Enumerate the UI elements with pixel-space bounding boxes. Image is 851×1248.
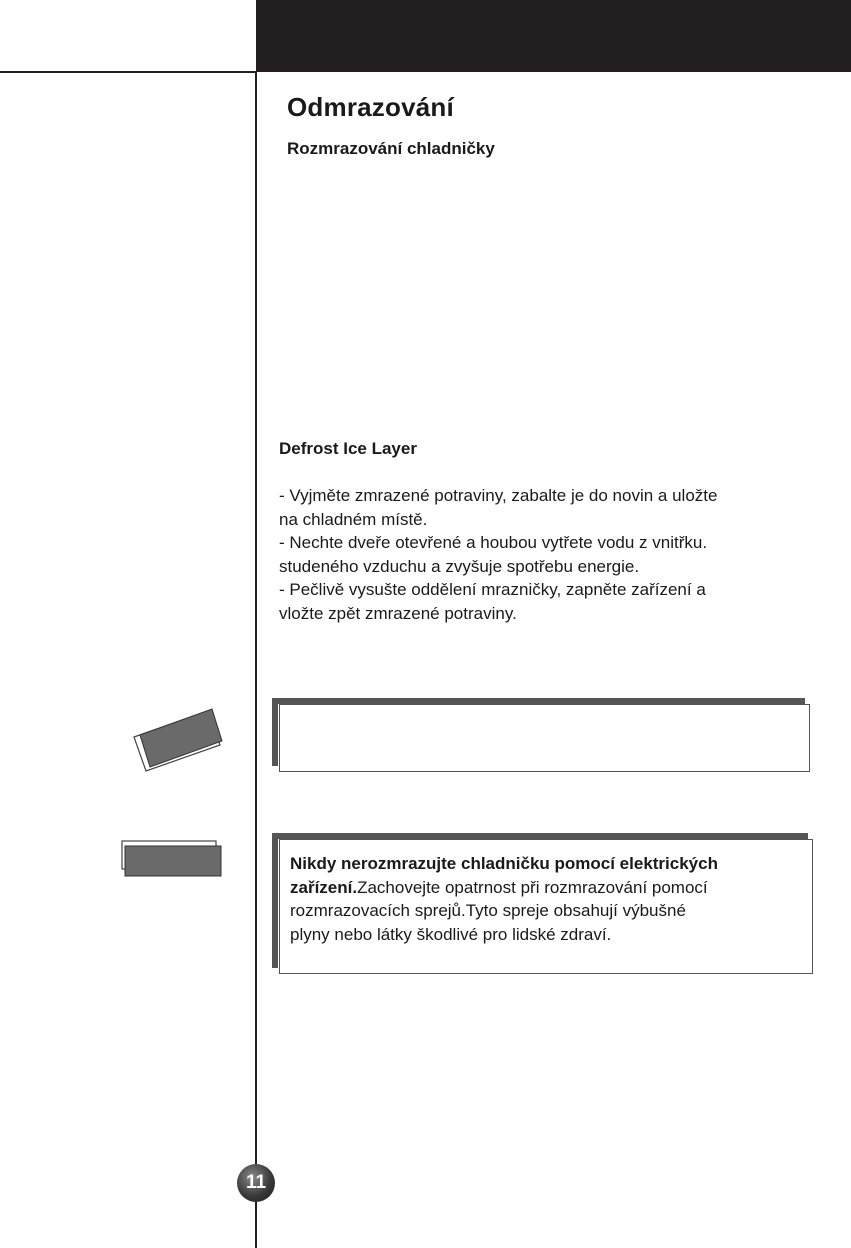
header-rule bbox=[0, 71, 256, 73]
warning-line: plyny nebo látky škodlivé pro lidské zdraví. bbox=[290, 924, 612, 944]
step-line: - Vyjměte zmrazené potraviny, zabalte je do novin a uložte bbox=[279, 486, 718, 505]
warning-line: rozmrazovacích sprejů.Tyto spreje obsahují výbušné bbox=[290, 901, 686, 920]
note-box-shadow bbox=[272, 698, 278, 766]
header-bar bbox=[256, 0, 851, 72]
step-line: studeného vzduchu a zvyšuje spotřebu energie. bbox=[279, 556, 640, 576]
warning-bold-fragment: zařízení. bbox=[290, 877, 358, 897]
defrost-steps bbox=[279, 484, 819, 625]
step-line: - Pečlivě vysušte oddělení mrazničky, zapněte zařízení a bbox=[279, 580, 706, 599]
note-box bbox=[279, 704, 810, 772]
step-line: - Nechte dveře otevřené a houbou vytřete vodu z vnitřku. bbox=[279, 533, 708, 552]
subsection-title: Defrost Ice Layer bbox=[279, 439, 417, 458]
step-line: vložte zpět zmrazené potraviny. bbox=[279, 603, 517, 623]
margin-rule bbox=[255, 72, 257, 1248]
warning-text bbox=[290, 852, 805, 946]
step-line: na chladném místě. bbox=[279, 509, 428, 529]
section-title: Rozmrazování chladničky bbox=[287, 139, 495, 158]
page-title: Odmrazování bbox=[287, 92, 454, 122]
warning-line bbox=[290, 876, 805, 900]
warning-box-shadow bbox=[272, 833, 278, 968]
warning-fragment: Zachovejte opatrnost při rozmrazování pomocí bbox=[357, 877, 708, 897]
warning-tag-icon bbox=[120, 840, 224, 878]
warning-line: Nikdy nerozmrazujte chladničku pomocí elektrických bbox=[290, 854, 718, 873]
page-number-badge: 11 bbox=[237, 1164, 275, 1202]
note-tag-icon bbox=[128, 705, 228, 775]
